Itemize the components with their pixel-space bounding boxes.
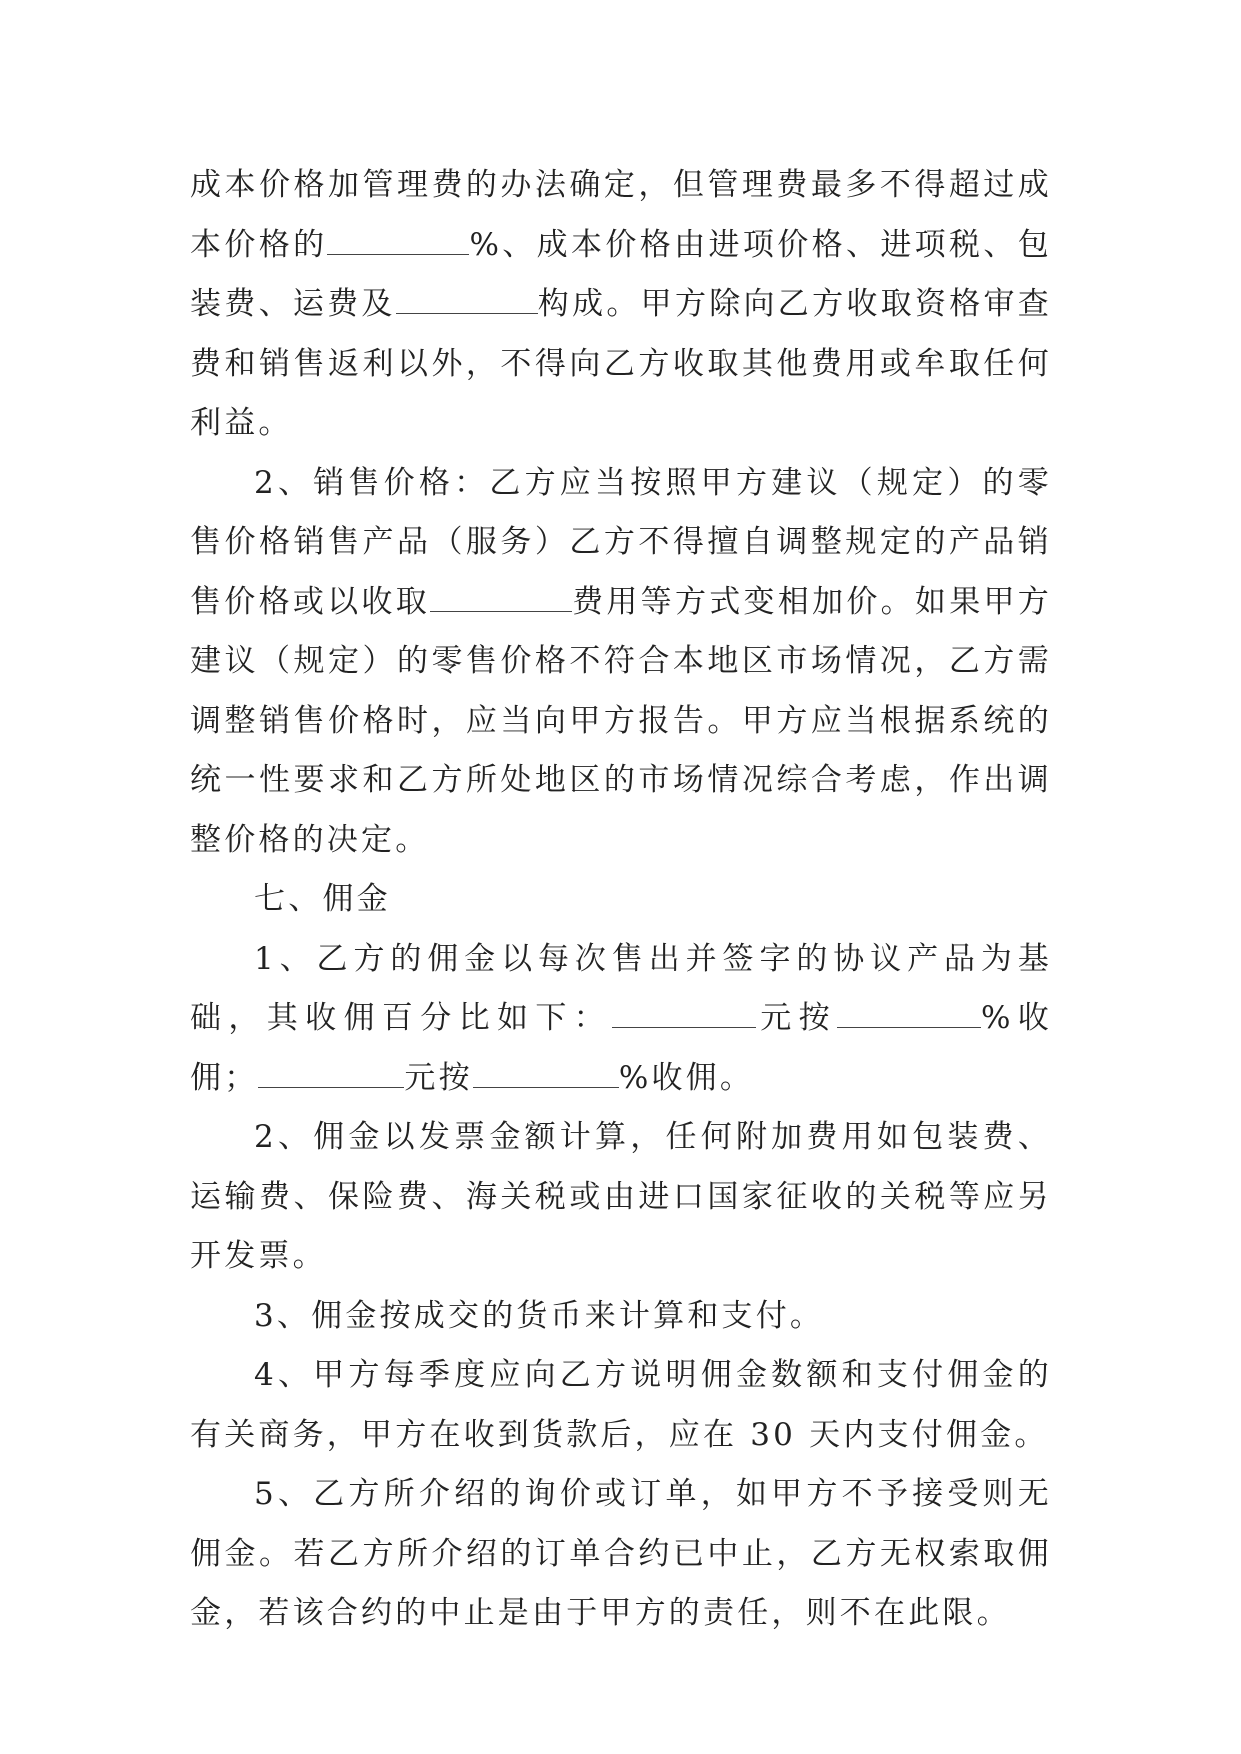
fill-in-blank[interactable] — [327, 226, 469, 255]
text-segment: 1、乙方的佣金以每次售出并签字的协议产品为基础，其收佣百分比如下： — [190, 940, 1052, 1036]
text-segment: 元按 — [756, 1000, 837, 1036]
fill-in-blank[interactable] — [612, 999, 756, 1028]
fill-in-blank[interactable] — [258, 1059, 404, 1088]
text-segment: 元按 — [404, 1059, 473, 1096]
fill-in-blank[interactable] — [396, 285, 538, 314]
text-segment: %收佣； — [190, 1000, 1052, 1096]
text-segment: 成本价格加管理费的办法确定，但管理费最多不得超过成本价格的 — [190, 167, 1052, 263]
text-segment: %收佣。 — [618, 1059, 755, 1096]
paragraph-currency: 3、佣金按成交的货币来计算和支付。 — [254, 1297, 825, 1334]
text-segment: 构成。甲方除向乙方收取资格审查费和销售返利以外，不得向乙方收取其他费用或牟取任何利益。 — [190, 286, 1053, 441]
section-heading-commission: 七、佣金 — [254, 881, 391, 917]
paragraph-commission-rate — [190, 930, 1052, 1109]
paragraph-invoice-basis: 2、佣金以发票金额计算，任何附加费用如包装费、运输费、保险费、海关税或由进口国家征收的关税等应另开发票。 — [190, 1119, 1052, 1274]
fill-in-blank[interactable] — [430, 583, 572, 612]
text-segment: 费用等方式变相加价。如果甲方建议（规定）的零售价格不符合本地区市场情况，乙方需调整销售价格时，应当向甲方报告。甲方应当根据系统的统一性要求和乙方所处地区的市场情况综合考虑，作出调整价格的决定。 — [190, 583, 1052, 858]
paragraph-quarterly-statement: 4、甲方每季度应向乙方说明佣金数额和支付佣金的有关商务，甲方在收到货款后，应在 30 天内支付佣金。 — [190, 1357, 1052, 1453]
paragraph-cost-price — [190, 156, 1052, 454]
paragraph-sales-price — [190, 454, 1052, 871]
text-segment: 2、销售价格：乙方应当按照甲方建议（规定）的零售价格销售产品（服务）乙方不得擅自调整规定的产品销售价格或以收取 — [190, 464, 1052, 620]
fill-in-blank[interactable] — [473, 1059, 619, 1088]
fill-in-blank[interactable] — [837, 999, 981, 1028]
document-page — [190, 156, 1052, 1644]
paragraph-inquiry-order: 5、乙方所介绍的询价或订单，如甲方不予接受则无佣金。若乙方所介绍的订单合约已中止，乙方无权索取佣金，若该合约的中止是由于甲方的责任，则不在此限。 — [190, 1476, 1052, 1631]
text-segment: %、成本价格由进项价格、进项税、包装费、运费及 — [190, 226, 1052, 322]
